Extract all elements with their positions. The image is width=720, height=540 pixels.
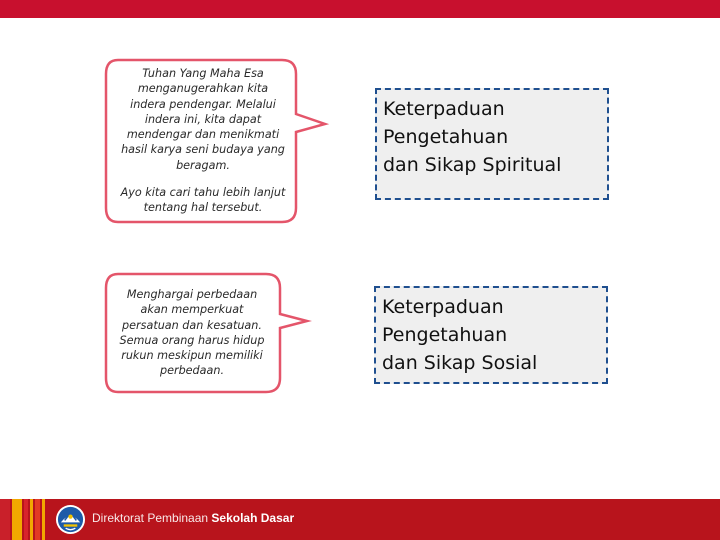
footer-stripes bbox=[0, 499, 48, 540]
footer-bar bbox=[0, 499, 720, 540]
footer-prefix: Direktorat Pembinaan bbox=[92, 511, 209, 525]
speech-bubble-2-text: Menghargai perbedaan akan memperkuat persatuan dan kesatuan. Semua orang harus hidup rukun meskipun memiliki perbedaan. bbox=[119, 288, 265, 378]
info-box-sosial: Keterpaduan Pengetahuan dan Sikap Sosial bbox=[374, 286, 608, 384]
info-box-spiritual: Keterpaduan Pengetahuan dan Sikap Spiritual bbox=[375, 88, 609, 200]
footer-emphasis: Sekolah Dasar bbox=[211, 511, 295, 525]
tut-wuri-handayani-logo-icon bbox=[55, 504, 86, 535]
top-accent-bar bbox=[0, 0, 720, 18]
speech-bubble-1-note: Ayo kita cari tahu lebih lanjut tentang hal tersebut. bbox=[120, 186, 286, 215]
speech-bubble-1-text: Tuhan Yang Maha Esa menganugerahkan kita indera pendengar. Melalui indera ini, kita dapat mendengar dan menikmati hasil karya seni budaya yang beragam. bbox=[121, 67, 285, 172]
footer-directorate-label bbox=[92, 511, 294, 525]
